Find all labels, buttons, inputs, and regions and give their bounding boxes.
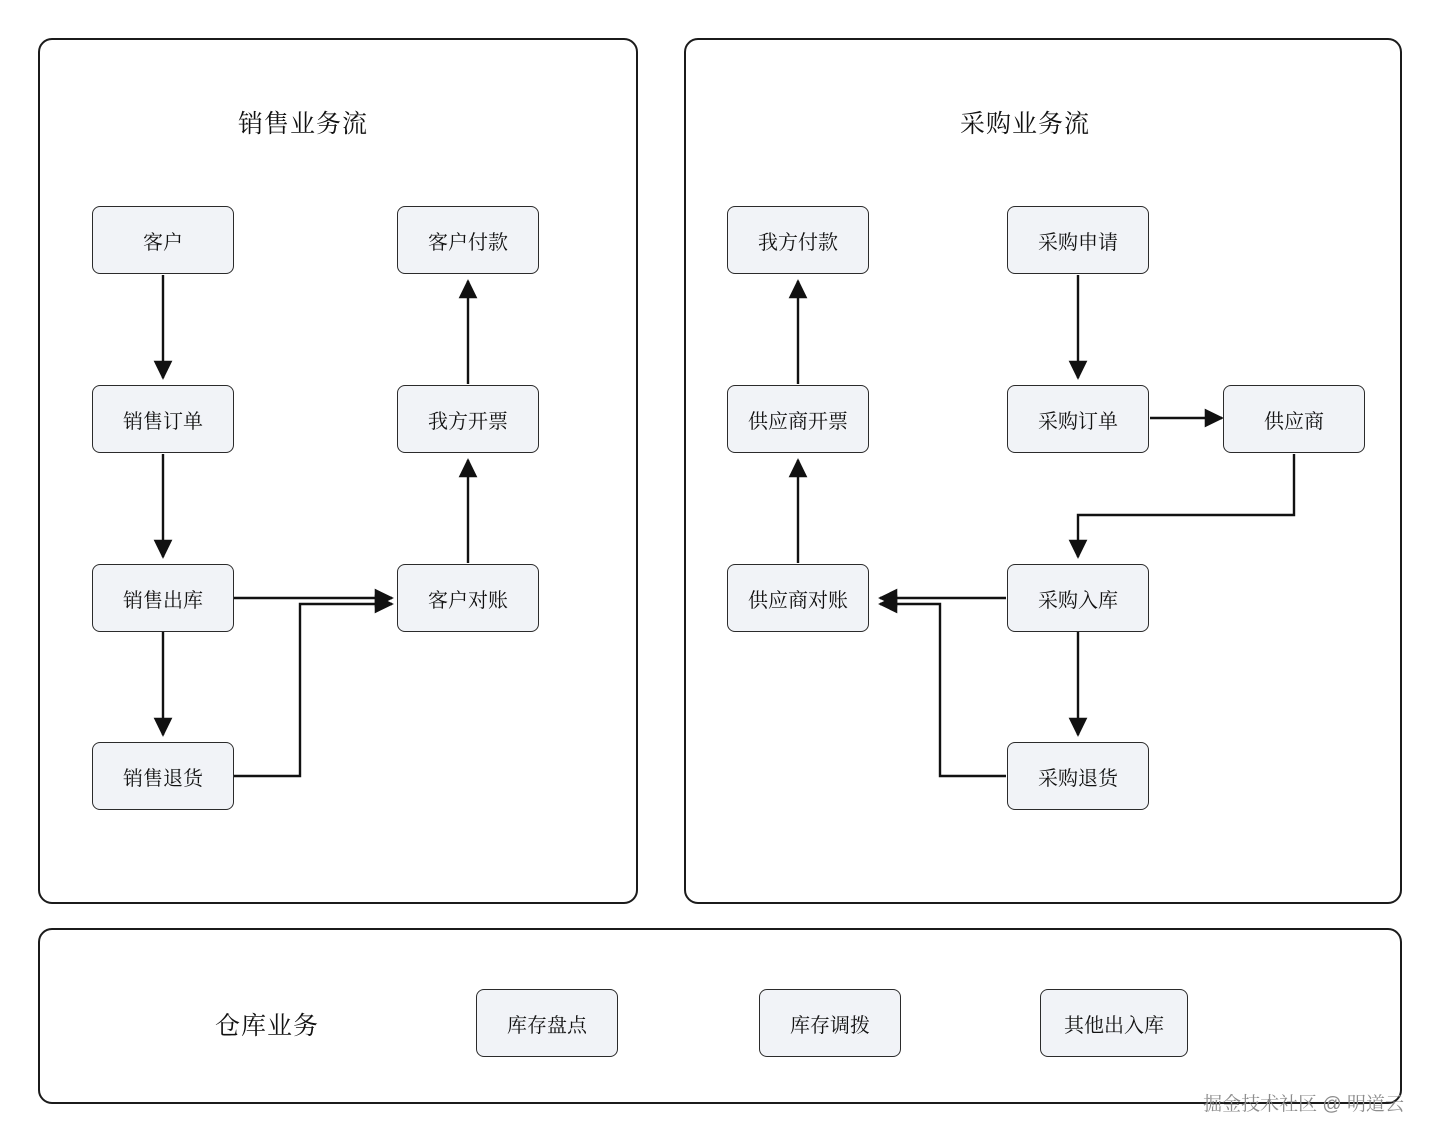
node-purchase-request[interactable]: 采购申请 — [1007, 206, 1149, 274]
panel-title-sales: 销售业务流 — [238, 110, 369, 138]
node-supplier-invoice[interactable]: 供应商开票 — [727, 385, 869, 453]
node-sales-return[interactable]: 销售退货 — [92, 742, 234, 810]
node-purchase-inbound[interactable]: 采购入库 — [1007, 564, 1149, 632]
node-purchase-return[interactable]: 采购退货 — [1007, 742, 1149, 810]
node-customer-reconcile[interactable]: 客户对账 — [397, 564, 539, 632]
node-stock-count[interactable]: 库存盘点 — [476, 989, 618, 1057]
node-customer[interactable]: 客户 — [92, 206, 234, 274]
node-our-payment[interactable]: 我方付款 — [727, 206, 869, 274]
panel-title-warehouse: 仓库业务 — [215, 1012, 320, 1040]
node-purchase-order[interactable]: 采购订单 — [1007, 385, 1149, 453]
node-customer-payment[interactable]: 客户付款 — [397, 206, 539, 274]
node-sales-order[interactable]: 销售订单 — [92, 385, 234, 453]
node-other-inout[interactable]: 其他出入库 — [1040, 989, 1188, 1057]
node-supplier-reconcile[interactable]: 供应商对账 — [727, 564, 869, 632]
node-our-invoice[interactable]: 我方开票 — [397, 385, 539, 453]
node-sales-outbound[interactable]: 销售出库 — [92, 564, 234, 632]
watermark: 掘金技术社区 @ 明道云 — [1203, 1094, 1404, 1115]
node-stock-transfer[interactable]: 库存调拨 — [759, 989, 901, 1057]
node-supplier[interactable]: 供应商 — [1223, 385, 1365, 453]
panel-title-purchase: 采购业务流 — [960, 110, 1091, 138]
